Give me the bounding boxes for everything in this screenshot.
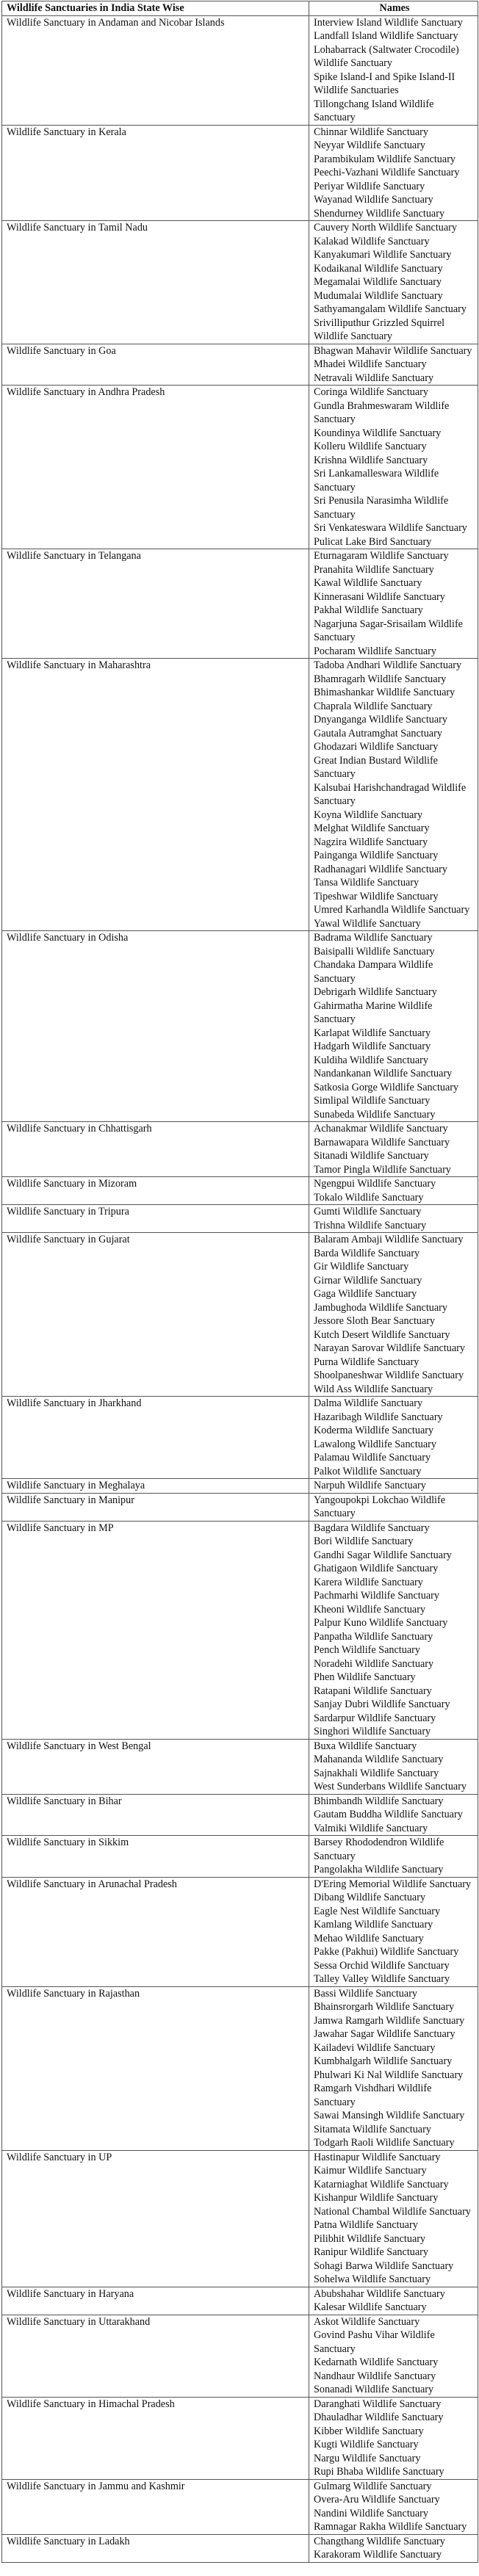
sanctuary-name: Gahirmatha Marine Wildlife Sanctuary (314, 999, 433, 1025)
sanctuary-name: Bagdara Wildlife Sanctuary (314, 1522, 430, 1534)
sanctuary-table (1, 1, 478, 2563)
sanctuary-name: Dalma Wildlife Sanctuary (314, 1397, 423, 1409)
table-row (2, 1479, 478, 1494)
sanctuary-name: Interview Island Wildlife Sanctuary (314, 16, 463, 29)
table-row (2, 221, 478, 344)
names-cell (309, 1877, 478, 1986)
sanctuary-name: Koderma Wildlife Sanctuary (314, 1425, 434, 1436)
sanctuary-name: Pranahita Wildlife Sanctuary (314, 563, 434, 576)
state-cell: Wildlife Sanctuary in Andhra Pradesh (2, 386, 309, 549)
sanctuary-name: Bhimbandh Wildlife Sanctuary (314, 1795, 444, 1807)
sanctuary-name: Satkosia Gorge Wildlife Sanctuary (314, 1081, 459, 1093)
sanctuary-name: Tillongchang Island Wildlife Sanctuary (314, 98, 434, 123)
sanctuary-name: Hazaribagh Wildlife Sanctuary (314, 1411, 443, 1423)
table-row (2, 1877, 478, 1986)
sanctuary-name: Daranghati Wildlife Sanctuary (314, 2398, 442, 2410)
sanctuary-name: Kedarnath Wildlife Sanctuary (314, 2356, 439, 2368)
names-cell (309, 549, 478, 659)
sanctuary-name: Buxa Wildlife Sanctuary (314, 1740, 417, 1752)
sanctuary-name: Tansa Wildlife Sanctuary (314, 877, 419, 889)
sanctuary-name: Karakoram Wildlife Sanctuary (314, 2549, 442, 2561)
sanctuary-name: Gundla Brahmeswaram Wildlife Sanctuary (314, 399, 450, 425)
names-cell (309, 1205, 478, 1233)
table-row (2, 15, 478, 125)
names-cell (309, 1739, 478, 1794)
sanctuary-name: Kutch Desert Wildlife Sanctuary (314, 1328, 450, 1341)
sanctuary-name: Ramgarh Vishdhari Wildlife Sanctuary (314, 2083, 432, 2108)
sanctuary-name: Changthang Wildlife Sanctuary (314, 2535, 445, 2547)
state-cell: Wildlife Sanctuary in Haryana (2, 2287, 309, 2315)
sanctuary-name: Pilibhit Wildlife Sanctuary (314, 2232, 426, 2245)
sanctuary-name: Gaga Wildlife Sanctuary (314, 1288, 417, 1300)
sanctuary-name: Kodaikanal Wildlife Sanctuary (314, 262, 443, 275)
names-cell (309, 659, 478, 931)
sanctuary-name: Bhimashankar Wildlife Sanctuary (314, 687, 455, 698)
sanctuary-name: Kailadevi Wildlife Sanctuary (314, 2041, 436, 2054)
sanctuary-name: Kalsubai Harishchandragad Wildlife Sanctuary (314, 781, 467, 807)
names-cell (309, 15, 478, 125)
sanctuary-name: Nargu Wildlife Sanctuary (314, 2452, 421, 2464)
sanctuary-name: Bori Wildlife Sanctuary (314, 1535, 414, 1547)
sanctuary-name: Sathyamangalam Wildlife Sanctuary (314, 303, 467, 315)
sanctuary-name: Barda Wildlife Sanctuary (314, 1247, 420, 1259)
names-cell (309, 1521, 478, 1739)
sanctuary-name: Govind Pashu Vihar Wildlife Sanctuary (314, 2329, 435, 2355)
state-cell: Wildlife Sanctuary in Bihar (2, 1794, 309, 1836)
sanctuary-name: Nandankanan Wildlife Sanctuary (314, 1068, 453, 1079)
sanctuary-name: Umred Karhandla Wildlife Sanctuary (314, 904, 470, 916)
sanctuary-name: Kaimur Wildlife Sanctuary (314, 2165, 427, 2177)
sanctuary-name: Jawahar Sagar Wildlife Sanctuary (314, 2028, 455, 2040)
sanctuary-name: Baisipalli Wildlife Sanctuary (314, 945, 435, 958)
sanctuary-name: Panpatha Wildlife Sanctuary (314, 1630, 433, 1643)
sanctuary-name: Barsey Rhododendron Wildlife Sanctuary (314, 1837, 444, 1862)
sanctuary-name: Bhamragarh Wildlife Sanctuary (314, 673, 447, 685)
table-row (2, 2397, 478, 2479)
sanctuary-name: Ngengpui Wildlife Sanctuary (314, 1178, 436, 1190)
names-cell (309, 2397, 478, 2479)
sanctuary-name: Kheoni Wildlife Sanctuary (314, 1603, 426, 1616)
state-cell: Wildlife Sanctuary in Meghalaya (2, 1479, 309, 1494)
names-cell (309, 1397, 478, 1479)
sanctuary-name: Ratapani Wildlife Sanctuary (314, 1685, 432, 1697)
sanctuary-name: Pakke (Pakhui) Wildlife Sanctuary (314, 1946, 459, 1958)
sanctuary-name: Chandaka Dampara Wildlife Sanctuary (314, 959, 433, 985)
sanctuary-name: Periyar Wildlife Sanctuary (314, 180, 425, 192)
sanctuary-name: Eagle Nest Wildlife Sanctuary (314, 1905, 441, 1917)
state-cell: Wildlife Sanctuary in Ladakh (2, 2534, 309, 2562)
sanctuary-name: Gautala Autramghat Sanctuary (314, 727, 442, 739)
sanctuary-name: Megamalai Wildlife Sanctuary (314, 276, 442, 288)
table-row (2, 1233, 478, 1397)
sanctuary-name: Krishna Wildlife Sanctuary (314, 454, 428, 466)
state-cell: Wildlife Sanctuary in Kerala (2, 125, 309, 221)
sanctuary-name: Yawal Wildlife Sanctuary (314, 917, 421, 930)
sanctuary-name: Painganga Wildlife Sanctuary (314, 850, 439, 861)
sanctuary-name: Singhori Wildlife Sanctuary (314, 1726, 431, 1737)
sanctuary-name: Sunabeda Wildlife Sanctuary (314, 1108, 436, 1121)
sanctuary-name: Sri Penusila Narasimha Wildlife Sanctuary (314, 495, 449, 521)
sanctuary-name: Kalesar Wildlife Sanctuary (314, 2301, 427, 2313)
sanctuary-name: Pocharam Wildlife Sanctuary (314, 645, 437, 657)
table-row (2, 344, 478, 386)
header-names: Names (309, 1, 478, 16)
table-row (2, 1493, 478, 1521)
sanctuary-name: Sardarpur Wildlife Sanctuary (314, 1712, 436, 1724)
state-cell: Wildlife Sanctuary in Tripura (2, 1205, 309, 1233)
sanctuary-name: Gumti Wildlife Sanctuary (314, 1206, 422, 1218)
sanctuary-name: Lohabarrack (Saltwater Crocodile) Wildlife Sanctuary (314, 43, 459, 69)
sanctuary-name: Pulicat Lake Bird Sanctuary (314, 535, 432, 548)
sanctuary-name: Bhainsrorgarh Wildlife Sanctuary (314, 2001, 455, 2013)
sanctuary-name: Tokalo Wildlife Sanctuary (314, 1191, 424, 1204)
sanctuary-name: Lawalong Wildlife Sanctuary (314, 1438, 437, 1450)
table-row (2, 1794, 478, 1836)
state-cell: Wildlife Sanctuary in Sikkim (2, 1836, 309, 1878)
table-row (2, 2287, 478, 2315)
sanctuary-name: Kumbhalgarh Wildlife Sanctuary (314, 2055, 453, 2067)
sanctuary-name: Askot Wildlife Sanctuary (314, 2315, 420, 2328)
sanctuary-name: Shendurney Wildlife Sanctuary (314, 207, 445, 220)
table-row (2, 125, 478, 221)
sanctuary-name: Chinnar Wildlife Sanctuary (314, 126, 428, 138)
sanctuary-name: Dhauladhar Wildlife Sanctuary (314, 2412, 444, 2423)
table-row (2, 659, 478, 931)
sanctuary-name: Sanjay Dubri Wildlife Sanctuary (314, 1698, 450, 1710)
sanctuary-name: Dnyanganga Wildlife Sanctuary (314, 714, 447, 726)
table-row (2, 2150, 478, 2287)
sanctuary-name: Nagarjuna Sagar-Srisailam Wildlife Sanctuary (314, 618, 463, 643)
sanctuary-name: Badrama Wildlife Sanctuary (314, 932, 433, 944)
sanctuary-name: Mahananda Wildlife Sanctuary (314, 1754, 444, 1765)
state-cell: Wildlife Sanctuary in Jharkhand (2, 1397, 309, 1479)
names-cell (309, 344, 478, 386)
table-header (2, 1, 478, 16)
sanctuary-name: Parambikulam Wildlife Sanctuary (314, 153, 456, 165)
sanctuary-name: Palamau Wildlife Sanctuary (314, 1452, 431, 1464)
sanctuary-name: Gir Wildlife Sanctuary (314, 1261, 409, 1273)
names-cell (309, 1233, 478, 1397)
sanctuary-name: Ghodazari Wildlife Sanctuary (314, 741, 439, 753)
state-cell: Wildlife Sanctuary in Chhattisgarh (2, 1122, 309, 1177)
sanctuary-name: Gautam Buddha Wildlife Sanctuary (314, 1809, 463, 1820)
state-cell: Wildlife Sanctuary in Manipur (2, 1493, 309, 1521)
sanctuary-name: Sohelwa Wildlife Sanctuary (314, 2273, 431, 2285)
state-cell: Wildlife Sanctuary in Telangana (2, 549, 309, 659)
header-state: Wildlife Sanctuaries in India State Wise (2, 1, 309, 16)
sanctuary-name: Talley Valley Wildlife Sanctuary (314, 1973, 450, 1985)
names-cell (309, 221, 478, 344)
sanctuary-name: Pakhal Wildlife Sanctuary (314, 604, 423, 616)
sanctuary-name: Shoolpaneshwar Wildlife Sanctuary (314, 1370, 464, 1381)
sanctuary-name: Sonanadi Wildlife Sanctuary (314, 2384, 434, 2395)
sanctuary-name: Srivilliputhur Grizzled Squirrel Wildlife Sanctuary (314, 316, 445, 342)
sanctuary-name: Dibang Wildlife Sanctuary (314, 1892, 426, 1903)
names-cell (309, 931, 478, 1122)
sanctuary-name: Netravali Wildlife Sanctuary (314, 372, 434, 384)
sanctuary-name: Coringa Wildlife Sanctuary (314, 386, 428, 398)
state-cell: Wildlife Sanctuary in Uttarakhand (2, 2315, 309, 2397)
state-cell: Wildlife Sanctuary in West Bengal (2, 1739, 309, 1794)
names-cell (309, 2479, 478, 2534)
sanctuary-name: Overa-Aru Wildlife Sanctuary (314, 2494, 440, 2506)
sanctuary-name: Mhadei Wildlife Sanctuary (314, 358, 427, 370)
sanctuary-name: Patna Wildlife Sanctuary (314, 2219, 418, 2231)
sanctuary-name: Purna Wildlife Sanctuary (314, 1356, 419, 1368)
sanctuary-name: Phen Wildlife Sanctuary (314, 1671, 416, 1683)
sanctuary-name: Gulmarg Wildlife Sanctuary (314, 2480, 432, 2492)
table-row (2, 2534, 478, 2562)
sanctuary-name: Koyna Wildlife Sanctuary (314, 808, 423, 821)
sanctuary-name: Jambughoda Wildlife Sanctuary (314, 1301, 447, 1314)
sanctuary-name: Trishna Wildlife Sanctuary (314, 1219, 427, 1231)
sanctuary-name: Nagzira Wildlife Sanctuary (314, 836, 428, 848)
sanctuary-name: Koundinya Wildlife Sanctuary (314, 427, 442, 439)
sanctuary-name: Sri Lankamalleswara Wildlife Sanctuary (314, 468, 439, 493)
sanctuary-name: Great Indian Bustard Wildlife Sanctuary (314, 754, 438, 780)
sanctuary-name: Wayanad Wildlife Sanctuary (314, 194, 433, 206)
sanctuary-name: Sri Venkateswara Wildlife Sanctuary (314, 522, 467, 534)
sanctuary-name: Jessore Sloth Bear Sanctuary (314, 1315, 436, 1327)
sanctuary-name: Bhagwan Mahavir Wildlife Sanctuary (314, 344, 472, 357)
sanctuary-name: Rupi Bhaba Wildlife Sanctuary (314, 2466, 444, 2478)
sanctuary-name: Eturnagaram Wildlife Sanctuary (314, 550, 449, 562)
sanctuary-name: Melghat Wildlife Sanctuary (314, 822, 430, 834)
sanctuary-name: Kanyakumari Wildlife Sanctuary (314, 249, 452, 261)
table-row (2, 2479, 478, 2534)
sanctuary-name: Cauvery North Wildlife Sanctuary (314, 222, 457, 234)
sanctuary-name: Girnar Wildlife Sanctuary (314, 1274, 422, 1287)
sanctuary-name: Wild Ass Wildlife Sanctuary (314, 1383, 433, 1395)
sanctuary-name: Sessa Orchid Wildlife Sanctuary (314, 1959, 450, 1972)
sanctuary-name: National Chambal Wildlife Sanctuary (314, 2205, 471, 2218)
names-cell (309, 2287, 478, 2315)
names-cell (309, 1177, 478, 1205)
sanctuary-name: Pench Wildlife Sanctuary (314, 1644, 420, 1656)
sanctuary-name: Sawai Mansingh Wildlife Sanctuary (314, 2110, 465, 2121)
sanctuary-name: Valmiki Wildlife Sanctuary (314, 1822, 428, 1834)
sanctuary-name: Jamwa Ramgarh Wildlife Sanctuary (314, 2014, 465, 2027)
sanctuary-name: Abubshahar Wildlife Sanctuary (314, 2287, 445, 2300)
table-row (2, 549, 478, 659)
sanctuary-name: Palpur Kuno Wildlife Sanctuary (314, 1617, 448, 1629)
table-row (2, 1122, 478, 1177)
sanctuary-name: Karlapat Wildlife Sanctuary (314, 1027, 431, 1039)
sanctuary-name: Spike Island-I and Spike Island-II Wildlife Sanctuaries (314, 70, 455, 96)
sanctuary-name: Sitanadi Wildlife Sanctuary (314, 1150, 429, 1162)
sanctuary-name: Peechi-Vazhani Wildlife Sanctuary (314, 167, 460, 178)
state-cell: Wildlife Sanctuary in Jammu and Kashmir (2, 2479, 309, 2534)
sanctuary-name: Ramnagar Rakha Wildlife Sanctuary (314, 2521, 467, 2533)
state-cell: Wildlife Sanctuary in MP (2, 1521, 309, 1739)
sanctuary-name: Kawal Wildlife Sanctuary (314, 577, 422, 589)
sanctuary-name: Palkot Wildlife Sanctuary (314, 1465, 422, 1477)
sanctuary-name: Kishanpur Wildlife Sanctuary (314, 2192, 439, 2204)
names-cell (309, 1836, 478, 1878)
state-cell: Wildlife Sanctuary in Tamil Nadu (2, 221, 309, 344)
state-cell: Wildlife Sanctuary in Arunachal Pradesh (2, 1877, 309, 1986)
sanctuary-name: Tipeshwar Wildlife Sanctuary (314, 890, 439, 902)
sanctuary-name: Barnawapara Wildlife Sanctuary (314, 1136, 450, 1148)
sanctuary-name: Narayan Sarovar Wildlife Sanctuary (314, 1342, 465, 1354)
sanctuary-name: West Sunderbans Wildlife Sanctuary (314, 1781, 467, 1792)
names-cell (309, 386, 478, 549)
names-cell (309, 2315, 478, 2397)
sanctuary-name: Katarniaghat Wildlife Sanctuary (314, 2178, 449, 2190)
table-row (2, 1397, 478, 1479)
state-cell: Wildlife Sanctuary in Gujarat (2, 1233, 309, 1397)
names-cell (309, 1493, 478, 1521)
sanctuary-name: Karera Wildlife Sanctuary (314, 1576, 423, 1588)
sanctuary-name: Sohagi Barwa Wildlife Sanctuary (314, 2260, 454, 2272)
sanctuary-name: Hastinapur Wildlife Sanctuary (314, 2151, 441, 2163)
sanctuary-name: Mudumalai Wildlife Sanctuary (314, 289, 443, 302)
sanctuary-name: Noradehi Wildlife Sanctuary (314, 1657, 434, 1670)
sanctuary-name: Debrigarh Wildlife Sanctuary (314, 986, 437, 998)
sanctuary-name: Ranipur Wildlife Sanctuary (314, 2246, 428, 2258)
table-body (2, 15, 478, 2562)
names-cell (309, 2150, 478, 2287)
state-cell: Wildlife Sanctuary in Himachal Pradesh (2, 2397, 309, 2479)
table-row (2, 1739, 478, 1794)
sanctuary-name: Radhanagari Wildlife Sanctuary (314, 863, 447, 875)
sanctuary-name: D'Ering Memorial Wildlife Sanctuary (314, 1878, 472, 1890)
state-cell: Wildlife Sanctuary in UP (2, 2150, 309, 2287)
table-row (2, 1177, 478, 1205)
sanctuary-name: Kalakad Wildlife Sanctuary (314, 235, 430, 247)
sanctuary-name: Nandini Wildlife Sanctuary (314, 2507, 428, 2519)
state-cell: Wildlife Sanctuary in Rajasthan (2, 1986, 309, 2150)
names-cell (309, 1479, 478, 1494)
sanctuary-name: Todgarh Raoli Wildlife Sanctuary (314, 2137, 455, 2149)
sanctuary-name: Kamlang Wildlife Sanctuary (314, 1919, 433, 1931)
state-cell: Wildlife Sanctuary in Goa (2, 344, 309, 386)
table-row (2, 931, 478, 1122)
sanctuary-name: Yangoupokpi Lokchao Wildlife Sanctuary (314, 1494, 445, 1519)
names-cell (309, 2534, 478, 2562)
sanctuary-name: Kibber Wildlife Sanctuary (314, 2425, 424, 2437)
sanctuary-name: Sitamata Wildlife Sanctuary (314, 2123, 431, 2135)
sanctuary-name: Balaram Ambaji Wildlife Sanctuary (314, 1234, 464, 1245)
sanctuary-name: Neyyar Wildlife Sanctuary (314, 140, 426, 151)
sanctuary-name: Kolleru Wildlife Sanctuary (314, 441, 427, 452)
state-cell: Wildlife Sanctuary in Maharashtra (2, 659, 309, 931)
sanctuary-name: Ghatigaon Wildlife Sanctuary (314, 1563, 439, 1574)
sanctuary-name: Bassi Wildlife Sanctuary (314, 1987, 418, 2000)
state-cell: Wildlife Sanctuary in Odisha (2, 931, 309, 1122)
table-row (2, 386, 478, 549)
table-row (2, 2315, 478, 2397)
sanctuary-name: Pachmarhi Wildlife Sanctuary (314, 1590, 439, 1602)
table-row (2, 1521, 478, 1739)
names-cell (309, 1122, 478, 1177)
sanctuary-name: Pangolakha Wildlife Sanctuary (314, 1864, 444, 1875)
sanctuary-name: Landfall Island Wildlife Sanctuary (314, 30, 458, 42)
names-cell (309, 125, 478, 221)
names-cell (309, 1986, 478, 2150)
sanctuary-name: Nandhaur Wildlife Sanctuary (314, 2370, 436, 2382)
names-cell (309, 1794, 478, 1836)
header-row (2, 1, 478, 16)
sanctuary-name: Kuldiha Wildlife Sanctuary (314, 1054, 428, 1066)
sanctuary-name: Mehao Wildlife Sanctuary (314, 1932, 424, 1944)
state-cell: Wildlife Sanctuary in Mizoram (2, 1177, 309, 1205)
sanctuary-name: Achanakmar Wildlife Sanctuary (314, 1123, 448, 1135)
sanctuary-name: Chaprala Wildlife Sanctuary (314, 700, 433, 712)
sanctuary-name: Tadoba Andhari Wildlife Sanctuary (314, 659, 462, 671)
table-row (2, 1986, 478, 2150)
table-row (2, 1836, 478, 1878)
sanctuary-name: Tamor Pingla Wildlife Sanctuary (314, 1163, 451, 1176)
table-row (2, 1205, 478, 1233)
sanctuary-name: Kugti Wildlife Sanctuary (314, 2439, 419, 2450)
state-cell: Wildlife Sanctuary in Andaman and Nicobar Islands (2, 15, 309, 125)
sanctuary-name: Narpuh Wildlife Sanctuary (314, 1480, 426, 1491)
sanctuary-name: Kinnerasani Wildlife Sanctuary (314, 590, 445, 603)
sanctuary-name: Sajnakhali Wildlife Sanctuary (314, 1767, 439, 1779)
sanctuary-name: Phulwari Ki Nal Wildlife Sanctuary (314, 2069, 464, 2081)
sanctuary-name: Hadgarh Wildlife Sanctuary (314, 1041, 431, 1052)
sanctuary-name: Simlipal Wildlife Sanctuary (314, 1095, 431, 1107)
sanctuary-name: Gandhi Sagar Wildlife Sanctuary (314, 1549, 452, 1561)
